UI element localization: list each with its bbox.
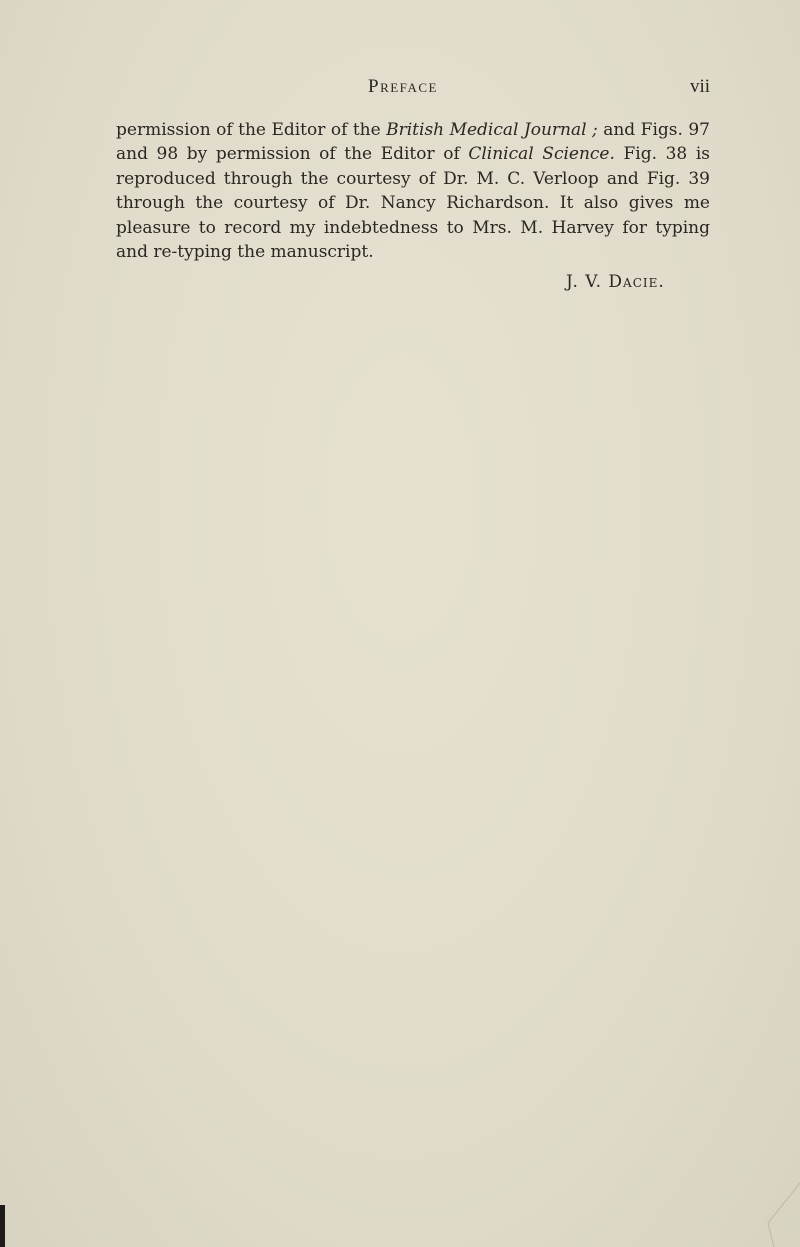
author-signature: J. V. Dacie. <box>566 272 665 292</box>
running-head-title: Preface <box>368 76 438 97</box>
paragraph-text-2: and Figs. 97 and 98 by permission of the Editor of <box>116 120 710 165</box>
journal-title-bmj: British Medical Journal ; <box>386 120 598 140</box>
page-edge-mark <box>0 1205 5 1247</box>
paragraph-text-3: Fig. 38 is reproduced through the courtesy of Dr. M. C. Verloop and Fig. 39 through the courtesy of Dr. Nancy Richardson. It also gives me pleasure to record my indebtedness to Mrs. M. Harvey for typing and re-typing the manuscript. <box>116 144 710 263</box>
page-number: vii <box>689 76 710 97</box>
journal-title-clinical-science: Clinical Science. <box>468 144 615 165</box>
preface-paragraph <box>116 118 710 264</box>
paragraph-text-1: permission of the Editor of the <box>116 120 387 140</box>
running-head <box>116 76 710 106</box>
corner-fold-icon <box>760 1183 800 1247</box>
